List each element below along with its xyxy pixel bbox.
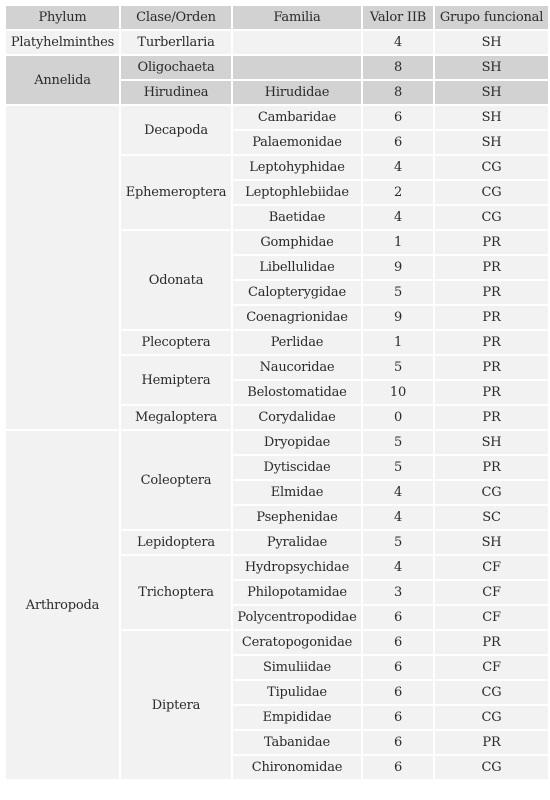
order-cell: Coleoptera — [121, 431, 231, 529]
table-row — [6, 31, 548, 54]
table-row — [6, 431, 548, 454]
phylum-cell: Arthropoda — [6, 431, 119, 779]
header-valor-iib: Valor IIB — [363, 6, 433, 29]
valor-cell: 6 — [363, 731, 433, 754]
valor-cell: 4 — [363, 481, 433, 504]
grupo-cell: CF — [435, 581, 548, 604]
family-cell: Hydropsychidae — [233, 556, 361, 579]
valor-cell: 4 — [363, 31, 433, 54]
valor-cell: 1 — [363, 331, 433, 354]
family-cell: Belostomatidae — [233, 381, 361, 404]
valor-cell: 6 — [363, 606, 433, 629]
valor-cell: 10 — [363, 381, 433, 404]
grupo-cell: SH — [435, 431, 548, 454]
grupo-cell: PR — [435, 256, 548, 279]
taxa-table — [4, 4, 550, 781]
grupo-cell: SH — [435, 81, 548, 104]
valor-cell: 8 — [363, 81, 433, 104]
valor-cell: 6 — [363, 656, 433, 679]
valor-cell: 6 — [363, 631, 433, 654]
grupo-cell: PR — [435, 331, 548, 354]
valor-cell: 5 — [363, 356, 433, 379]
grupo-cell: SH — [435, 106, 548, 129]
header-grupo-funcional: Grupo funcional — [435, 6, 548, 29]
phylum-cell: Annelida — [6, 56, 119, 104]
order-cell: Oligochaeta — [121, 56, 231, 79]
family-cell: Pyralidae — [233, 531, 361, 554]
grupo-cell: CF — [435, 606, 548, 629]
valor-cell: 6 — [363, 131, 433, 154]
grupo-cell: CF — [435, 656, 548, 679]
valor-cell: 1 — [363, 231, 433, 254]
order-cell: Ephemeroptera — [121, 156, 231, 229]
grupo-cell: PR — [435, 631, 548, 654]
valor-cell: 5 — [363, 281, 433, 304]
order-cell: Turberllaria — [121, 31, 231, 54]
valor-cell: 6 — [363, 106, 433, 129]
family-cell: Coenagrionidae — [233, 306, 361, 329]
family-cell: Dryopidae — [233, 431, 361, 454]
order-cell: Hirudinea — [121, 81, 231, 104]
valor-cell: 9 — [363, 256, 433, 279]
order-cell: Trichoptera — [121, 556, 231, 629]
family-cell: Palaemonidae — [233, 131, 361, 154]
grupo-cell: PR — [435, 381, 548, 404]
family-cell: Libellulidae — [233, 256, 361, 279]
family-cell — [233, 56, 361, 79]
grupo-cell: PR — [435, 281, 548, 304]
family-cell: Naucoridae — [233, 356, 361, 379]
family-cell: Simuliidae — [233, 656, 361, 679]
grupo-cell: CG — [435, 756, 548, 779]
valor-cell: 6 — [363, 706, 433, 729]
header-row — [6, 6, 548, 29]
valor-cell: 4 — [363, 556, 433, 579]
table-row — [6, 56, 548, 79]
grupo-cell: SH — [435, 531, 548, 554]
grupo-cell: PR — [435, 356, 548, 379]
grupo-cell: SH — [435, 56, 548, 79]
valor-cell: 8 — [363, 56, 433, 79]
grupo-cell: PR — [435, 231, 548, 254]
family-cell: Corydalidae — [233, 406, 361, 429]
phylum-cell — [6, 106, 119, 429]
table-body — [6, 31, 548, 779]
order-cell: Plecoptera — [121, 331, 231, 354]
valor-cell: 0 — [363, 406, 433, 429]
valor-cell: 6 — [363, 681, 433, 704]
grupo-cell: CF — [435, 556, 548, 579]
grupo-cell: PR — [435, 306, 548, 329]
family-cell: Dytiscidae — [233, 456, 361, 479]
grupo-cell: CG — [435, 681, 548, 704]
order-cell: Megaloptera — [121, 406, 231, 429]
header-clase-orden: Clase/Orden — [121, 6, 231, 29]
valor-cell: 4 — [363, 156, 433, 179]
family-cell: Baetidae — [233, 206, 361, 229]
family-cell: Leptophlebiidae — [233, 181, 361, 204]
valor-cell: 2 — [363, 181, 433, 204]
table-header — [6, 6, 548, 29]
valor-cell: 6 — [363, 756, 433, 779]
family-cell: Philopotamidae — [233, 581, 361, 604]
family-cell: Tipulidae — [233, 681, 361, 704]
family-cell: Chironomidae — [233, 756, 361, 779]
grupo-cell: CG — [435, 181, 548, 204]
grupo-cell: SH — [435, 131, 548, 154]
grupo-cell: CG — [435, 481, 548, 504]
family-cell: Perlidae — [233, 331, 361, 354]
grupo-cell: SC — [435, 506, 548, 529]
family-cell: Hirudidae — [233, 81, 361, 104]
grupo-cell: PR — [435, 406, 548, 429]
family-cell: Polycentropodidae — [233, 606, 361, 629]
grupo-cell: PR — [435, 731, 548, 754]
valor-cell: 5 — [363, 431, 433, 454]
grupo-cell: SH — [435, 31, 548, 54]
grupo-cell: PR — [435, 456, 548, 479]
order-cell: Diptera — [121, 631, 231, 779]
order-cell: Odonata — [121, 231, 231, 329]
table-container — [4, 4, 550, 781]
family-cell: Leptohyphidae — [233, 156, 361, 179]
family-cell: Ceratopogonidae — [233, 631, 361, 654]
grupo-cell: CG — [435, 156, 548, 179]
phylum-cell: Platyhelminthes — [6, 31, 119, 54]
valor-cell: 4 — [363, 206, 433, 229]
header-familia: Familia — [233, 6, 361, 29]
order-cell: Hemiptera — [121, 356, 231, 404]
valor-cell: 4 — [363, 506, 433, 529]
family-cell: Gomphidae — [233, 231, 361, 254]
family-cell: Calopterygidae — [233, 281, 361, 304]
family-cell: Empididae — [233, 706, 361, 729]
family-cell: Elmidae — [233, 481, 361, 504]
grupo-cell: CG — [435, 706, 548, 729]
family-cell: Tabanidae — [233, 731, 361, 754]
family-cell: Psephenidae — [233, 506, 361, 529]
order-cell: Lepidoptera — [121, 531, 231, 554]
valor-cell: 3 — [363, 581, 433, 604]
valor-cell: 9 — [363, 306, 433, 329]
valor-cell: 5 — [363, 531, 433, 554]
family-cell: Cambaridae — [233, 106, 361, 129]
valor-cell: 5 — [363, 456, 433, 479]
order-cell: Decapoda — [121, 106, 231, 154]
header-phylum: Phylum — [6, 6, 119, 29]
grupo-cell: CG — [435, 206, 548, 229]
family-cell — [233, 31, 361, 54]
table-row — [6, 106, 548, 129]
